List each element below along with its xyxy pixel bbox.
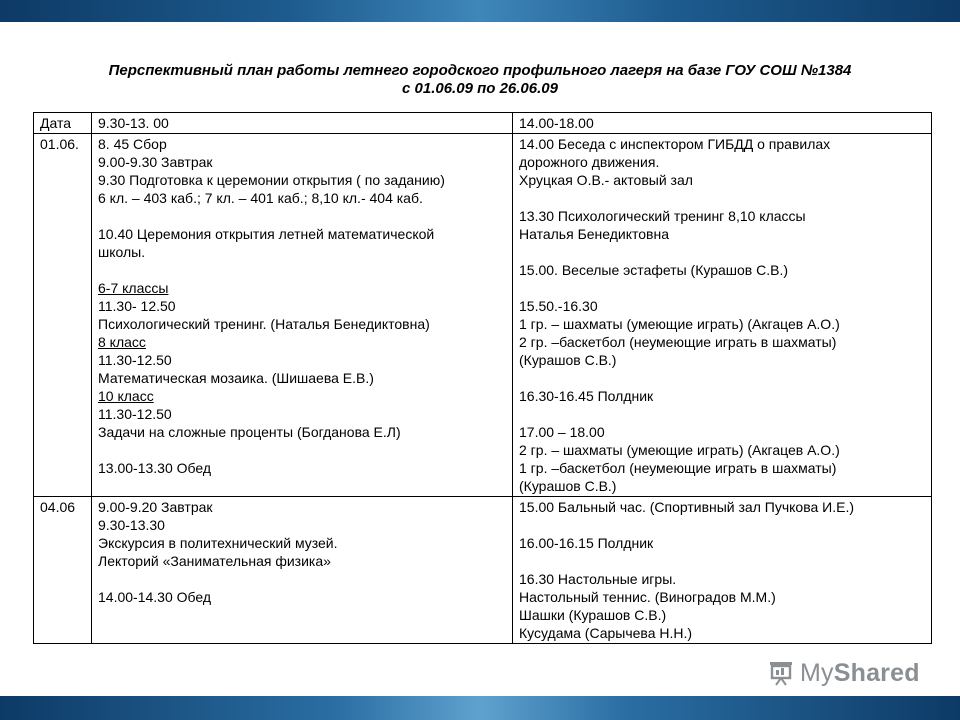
schedule-line [519,552,927,570]
header-date: Дата [34,113,92,134]
logo-text [800,659,920,688]
schedule-line: Настольный теннис. (Виноградов М.М.) [519,589,776,605]
schedule-line: 11.30-12.50 [98,352,172,368]
schedule-line: 6-7 классы [98,280,169,296]
schedule-line: (Курашов С.В.) [519,478,617,494]
row-date: 04.06 [34,497,92,644]
header-morning: 9.30-13. 00 [92,113,513,134]
schedule-line: (Курашов С.В.) [519,352,617,368]
schedule-line: 10 класс [98,388,154,404]
schedule-line: 8. 45 Сбор [98,136,167,152]
schedule-line: Экскурсия в политехнический музей. [98,535,338,551]
schedule-line: Шашки (Курашов С.В.) [519,607,667,623]
schedule-line: 9.30-13.30 [98,517,165,533]
schedule-line [519,369,927,387]
schedule-line: 16.30 Настольные игры. [519,571,677,587]
row-date: 01.06. [34,134,92,497]
schedule-line: 9.00-9.30 Завтрак [98,154,213,170]
schedule-line [98,441,508,459]
schedule-line: 17.00 – 18.00 [519,424,605,440]
logo-text-shared: Shared [833,658,920,687]
schedule-line: 16.30-16.45 Полдник [519,388,654,404]
row-afternoon-cell [513,497,932,644]
title-line-1: Перспективный план работы летнего городского профильного лагеря на базе ГОУ СОШ №1384 [108,62,852,79]
schedule-line: 11.30-12.50 [98,406,172,422]
schedule-line: Математическая мозаика. (Шишаева Е.В.) [98,370,374,386]
row-morning-cell [92,134,513,497]
schedule-line [519,189,927,207]
title-line-2: с 01.06.09 по 26.06.09 [402,80,558,97]
schedule-line: 14.00 Беседа с инспектором ГИБДД о правилах [519,136,831,152]
schedule-line: Хруцкая О.В.- актовый зал [519,172,693,188]
schedule-line: Психологический тренинг. (Наталья Бенедиктовна) [98,316,430,332]
schedule-line: 10.40 Церемония открытия летней математической [98,226,435,242]
schedule-line: 15.00 Бальный час. (Спортивный зал Пучкова И.Е.) [519,499,855,515]
myshared-logo [768,658,920,688]
schedule-line: 2 гр. – шахматы (умеющие играть) (Акгацев А.О.) [519,442,840,458]
schedule-line: 8 класс [98,334,146,350]
logo-text-my: My [800,658,834,687]
schedule-line [519,516,927,534]
bottom-decorative-band [0,696,960,720]
schedule-line [98,261,508,279]
page-title [60,62,900,98]
schedule-line: Наталья Бенедиктовна [519,226,670,242]
presentation-screen-icon [768,659,794,687]
table-row [34,497,932,644]
schedule-line: 1 гр. – шахматы (умеющие играть) (Акгацев А.О.) [519,316,840,332]
row-morning-cell [92,497,513,644]
table-header-row [34,113,932,134]
schedule-line: 13.00-13.30 Обед [98,460,212,476]
table-row [34,134,932,497]
schedule-line: Кусудама (Сарычева Н.Н.) [519,625,693,641]
schedule-line [519,279,927,297]
schedule-line [98,207,508,225]
schedule-line: 9.30 Подготовка к церемонии открытия ( по заданию) [98,172,445,188]
schedule-line: 13.30 Психологический тренинг 8,10 классы [519,208,806,224]
schedule-line: 14.00-14.30 Обед [98,589,212,605]
schedule-line: 16.00-16.15 Полдник [519,535,654,551]
schedule-line: 15.00. Веселые эстафеты (Курашов С.В.) [519,262,789,278]
schedule-table [33,112,932,644]
schedule-line: 2 гр. –баскетбол (неумеющие играть в шахматы) [519,334,837,350]
schedule-line: Лекторий «Занимательная физика» [98,553,331,569]
schedule-line [519,243,927,261]
schedule-line: Задачи на сложные проценты (Богданова Е.Л) [98,424,401,440]
schedule-line: школы. [98,244,146,260]
schedule-line: 15.50.-16.30 [519,298,598,314]
schedule-line: 1 гр. –баскетбол (неумеющие играть в шахматы) [519,460,837,476]
schedule-line [98,570,508,588]
row-afternoon-cell [513,134,932,497]
schedule-line: 11.30- 12.50 [98,298,176,314]
schedule-line: 6 кл. – 403 каб.; 7 кл. – 401 каб.; 8,10 кл.- 404 каб. [98,190,423,206]
schedule-line [519,405,927,423]
header-afternoon: 14.00-18.00 [513,113,932,134]
schedule-line: 9.00-9.20 Завтрак [98,499,213,515]
schedule-line: дорожного движения. [519,154,660,170]
top-decorative-band [0,0,960,22]
